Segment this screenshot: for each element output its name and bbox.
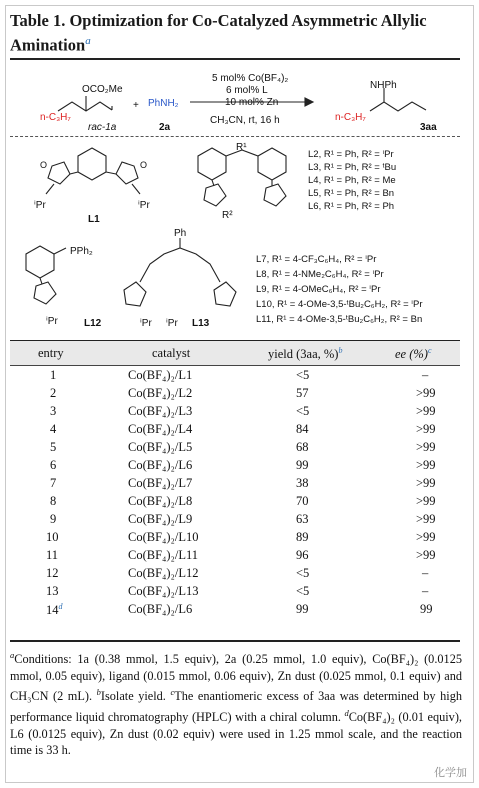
footnote-c-mark: c — [170, 687, 175, 698]
cell-ee: >99 — [416, 404, 436, 418]
cell-entry: 10 — [46, 530, 59, 544]
footnote-a: Conditions: 1a (0.38 mmol, 1.5 equiv), 2a (0.25 mmol, 1.0 equiv), Co(BF₄)₂ (0.0125 mmol, 0.05 equiv), ligand (0.015 mmol, 0.06 equiv), Zn dust (0.025 mmol, 0.1 equiv) and CH₃CN (2 mL). — [10, 652, 462, 704]
cell-entry: 1 — [50, 368, 57, 382]
header-yield-mark: b — [338, 346, 343, 355]
condition-2: 6 mol% L — [226, 85, 268, 96]
cell-catalyst: Co(BF₄)₂/L4 — [128, 422, 193, 436]
footnote-d: Co(BF₄)₂ (0.01 equiv), L6 (0.0125 equiv), Zn dust (0.02 equiv) were used in 1.25 mmol scale, and the reaction time is 33 h. — [10, 710, 462, 758]
plus-sign: + — [133, 100, 139, 111]
condition-1: 5 mol% Co(BF₄)₂ — [212, 73, 289, 84]
ligand-entry-l6: L6, R¹ = Ph, R² = Ph — [308, 201, 395, 212]
cell-entry-text: 14 — [46, 603, 59, 618]
product-chain: n-C₃H₇ — [335, 112, 366, 123]
table-row — [10, 439, 460, 457]
pph2-label: PPh₂ — [70, 246, 93, 257]
cell-entry: 6 — [50, 458, 57, 472]
header-ee — [395, 346, 432, 362]
ligand-list-a — [308, 148, 396, 213]
cell-entry: 13 — [46, 584, 59, 598]
footnote-b-mark: b — [96, 687, 101, 698]
cell-catalyst: Co(BF₄)₂/L1 — [128, 368, 193, 382]
cell-entry — [46, 602, 63, 618]
cell-entry: 5 — [50, 440, 57, 454]
cell-ee: >99 — [416, 458, 436, 472]
cell-catalyst: Co(BF₄)₂/L6 — [128, 602, 193, 616]
cell-entry: 2 — [50, 386, 57, 400]
l13-ipr-left: ⁱPr — [140, 318, 152, 329]
cell-yield: 70 — [296, 494, 309, 508]
cell-entry-mark: d — [58, 602, 63, 611]
cell-yield: <5 — [296, 566, 310, 580]
cell-yield: 68 — [296, 440, 309, 454]
table-row — [10, 475, 460, 493]
cell-yield: <5 — [296, 404, 310, 418]
substrate-label: rac-1a — [88, 122, 117, 133]
r1-label: R¹ — [236, 142, 247, 153]
l12-ipr: ⁱPr — [46, 316, 58, 327]
ligand-entry-l3: L3, R¹ = Ph, R² = ᵗBu — [308, 162, 397, 173]
cell-yield: <5 — [296, 584, 310, 598]
table-row — [10, 583, 460, 601]
scheme-divider — [10, 136, 460, 137]
title-line-1: Table 1. Optimization for Co-Catalyzed Asymmetric Allylic — [10, 11, 427, 30]
cell-entry: 12 — [46, 566, 59, 580]
table-row — [10, 547, 460, 565]
cell-ee: >99 — [416, 422, 436, 436]
table-footnotes — [10, 647, 462, 759]
l1-label: L1 — [88, 214, 100, 225]
ligand-entry-l5: L5, R¹ = Ph, R² = Bn — [308, 188, 395, 199]
title-footnote-mark: a — [85, 35, 91, 47]
amine-label: 2a — [159, 122, 171, 133]
cell-catalyst: Co(BF₄)₂/L3 — [128, 404, 193, 418]
substrate-group: OCO₂Me — [82, 84, 123, 95]
ligand-entry-l4: L4, R¹ = Ph, R² = Me — [308, 175, 396, 186]
bottom-rule — [10, 640, 460, 642]
cell-entry: 3 — [50, 404, 57, 418]
product-group: NHPh — [370, 80, 397, 91]
cell-ee: >99 — [416, 386, 436, 400]
ligand-entry-l10: L10, R¹ = 4-OMe-3,5-ᵗBu₂C₆H₂, R² = ⁱPr — [256, 299, 423, 310]
table-row — [10, 565, 460, 583]
r2-label: R² — [222, 210, 233, 221]
header-entry: entry — [38, 346, 64, 360]
header-catalyst: catalyst — [152, 346, 191, 360]
header-ee-text: ee (%) — [395, 347, 428, 362]
table-row — [10, 457, 460, 475]
cell-ee: >99 — [416, 548, 436, 562]
ligand-entry-l8: L8, R¹ = 4-NMe₂C₆H₄, R² = ⁱPr — [256, 269, 384, 280]
cell-ee: >99 — [416, 476, 436, 490]
cell-ee: >99 — [416, 512, 436, 526]
cell-entry: 11 — [46, 548, 59, 562]
amine-reagent: PhNH₂ — [148, 98, 179, 109]
l1-o-label: O — [40, 160, 48, 170]
table-row — [10, 367, 460, 385]
cell-catalyst: Co(BF₄)₂/L6 — [128, 458, 193, 472]
cell-ee: >99 — [416, 530, 436, 544]
title-line-2: Amination — [10, 35, 86, 55]
cell-yield: 89 — [296, 530, 309, 544]
cell-catalyst: Co(BF₄)₂/L13 — [128, 584, 199, 598]
table-row — [10, 511, 460, 529]
table-row — [10, 385, 460, 403]
table-row — [10, 493, 460, 511]
l1-o-label-2: O — [140, 160, 148, 170]
footnote-a-mark: a — [10, 650, 15, 660]
l13-label: L13 — [192, 318, 210, 329]
substrate-chain: n-C₃H₇ — [40, 112, 71, 123]
table-row — [10, 403, 460, 421]
cell-entry: 9 — [50, 512, 57, 526]
ligand-list-b — [256, 252, 423, 327]
l13-ph: Ph — [174, 228, 187, 239]
watermark: 化学加 — [434, 767, 467, 779]
ligand-entry-l11: L11, R¹ = 4-OMe-3,5-ᵗBu₂C₆H₂, R² = Bn — [256, 314, 423, 325]
condition-3: 10 mol% Zn — [225, 97, 279, 108]
cell-entry: 4 — [50, 422, 57, 436]
cell-yield: 99 — [296, 602, 309, 616]
table-row — [10, 529, 460, 547]
cell-catalyst: Co(BF₄)₂/L11 — [128, 548, 199, 562]
l12-label: L12 — [84, 318, 102, 329]
cell-catalyst: Co(BF₄)₂/L8 — [128, 494, 193, 508]
l1-ipr-left: ⁱPr — [34, 200, 46, 211]
cell-ee: – — [422, 566, 429, 580]
cell-ee: – — [422, 368, 429, 382]
cell-ee: – — [422, 584, 429, 598]
cell-catalyst: Co(BF₄)₂/L12 — [128, 566, 199, 580]
cell-yield: 99 — [296, 458, 309, 472]
l1-ipr-right: ⁱPr — [138, 200, 150, 211]
cell-ee: >99 — [416, 440, 436, 454]
footnote-b: Isolate yield. — [100, 689, 166, 704]
cell-entry: 8 — [50, 494, 57, 508]
ligand-entry-l9: L9, R¹ = 4-OMeC₆H₄, R² = ⁱPr — [256, 284, 381, 295]
cell-yield: 84 — [296, 422, 309, 436]
footnote-c: The enantiomeric excess of 3aa was determined by high performance liquid chromatography (HPLC) with a chiral column. — [10, 689, 462, 725]
cell-ee: >99 — [416, 494, 436, 508]
header-ee-mark: c — [427, 346, 432, 355]
table-title — [10, 10, 460, 56]
cell-yield: 57 — [296, 386, 309, 400]
header-yield — [268, 346, 342, 362]
cell-yield: 63 — [296, 512, 309, 526]
product-skeleton — [370, 102, 426, 111]
cell-catalyst: Co(BF₄)₂/L7 — [128, 476, 193, 490]
cell-yield: <5 — [296, 368, 310, 382]
table-row — [10, 601, 460, 619]
condition-4: CH₃CN, rt, 16 h — [210, 115, 280, 126]
substrate-skeleton — [58, 102, 112, 111]
ligand-entry-l2: L2, R¹ = Ph, R² = ⁱPr — [308, 149, 394, 160]
cell-yield: 96 — [296, 548, 309, 562]
table-row — [10, 421, 460, 439]
header-yield-text: yield (3aa, %) — [268, 347, 339, 362]
cell-yield: 38 — [296, 476, 309, 490]
ligand-entry-l7: L7, R¹ = 4-CF₃C₆H₄, R² = ⁱPr — [256, 254, 377, 265]
product-label: 3aa — [420, 122, 437, 133]
l13-ipr-right: ⁱPr — [166, 318, 178, 329]
cell-ee: 99 — [420, 602, 433, 616]
table-header — [10, 340, 460, 366]
cell-entry: 7 — [50, 476, 57, 490]
cell-catalyst: Co(BF₄)₂/L2 — [128, 386, 193, 400]
cell-catalyst: Co(BF₄)₂/L5 — [128, 440, 193, 454]
footnote-d-mark: d — [344, 707, 349, 718]
cell-catalyst: Co(BF₄)₂/L10 — [128, 530, 199, 544]
cell-catalyst: Co(BF₄)₂/L9 — [128, 512, 193, 526]
